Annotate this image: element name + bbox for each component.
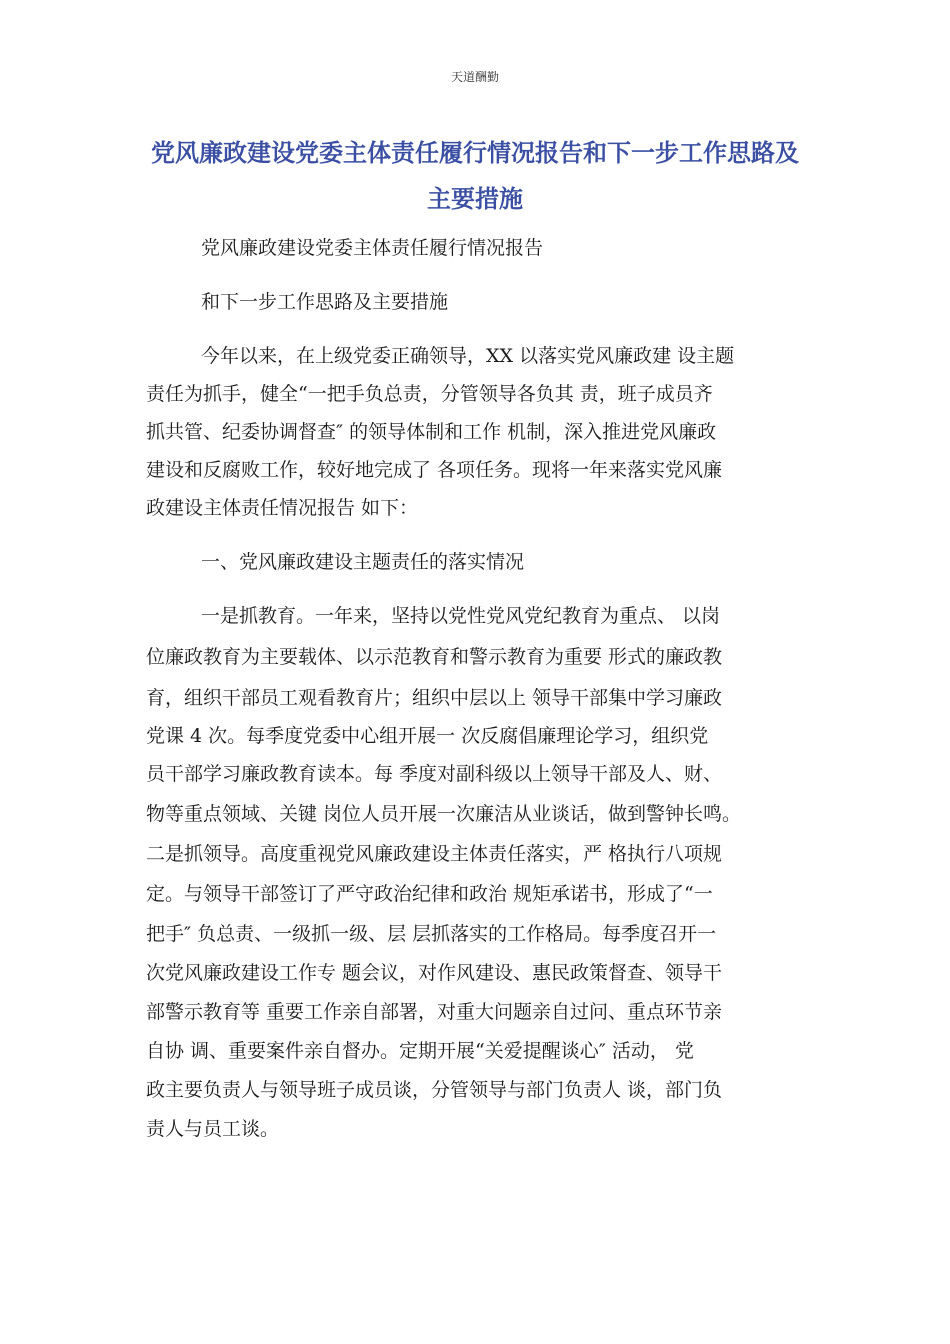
body-line: 位廉政教育为主要载体、以示范教育和警示教育为重要 形式的廉政教: [146, 646, 723, 668]
subtitle-line-2: 和下一步工作思路及主要措施: [201, 291, 449, 313]
body-line: 次党风廉政建设工作专 题会议，对作风建设、惠民政策督查、领导干: [146, 962, 723, 984]
intro-line: 责任为抓手，健全“一把手负总责，分管领导各负其 责，班子成员齐: [146, 383, 713, 405]
intro-line: 政建设主体责任情况报告 如下：: [146, 497, 419, 519]
section-heading: 一、党风廉政建设主题责任的落实情况: [201, 551, 525, 573]
page-header: 天道酬勤: [450, 70, 499, 84]
subtitle-line-1: 党风廉政建设党委主体责任履行情况报告: [201, 237, 544, 259]
body-line: 育，组织干部员工观看教育片；组织中层以上 领导干部集中学习廉政: [146, 687, 723, 709]
body-line: 党课 4 次。每季度党委中心组开展一 次反腐倡廉理论学习，组织党: [146, 725, 709, 747]
document-title-line-1: 党风廉政建设党委主体责任履行情况报告和下一步工作思路及: [151, 139, 799, 167]
body-line: 一是抓教育。一年来，坚持以党性党风党纪教育为重点、 以岗: [201, 605, 721, 627]
intro-line: 今年以来，在上级党委正确领导，XX 以落实党风廉政建 设主题: [201, 345, 735, 367]
document-title-line-2: 主要措施: [427, 185, 523, 213]
intro-line: 建设和反腐败工作，较好地完成了 各项任务。现将一年来落实党风廉: [146, 459, 723, 481]
body-line: 自协 调、重要案件亲自督办。定期开展“关爱提醒谈心″ 活动， 党: [146, 1040, 694, 1062]
body-line: 物等重点领域、关键 岗位人员开展一次廉洁从业谈话，做到警钟长鸣。: [146, 803, 742, 825]
body-line: 部警示教育等 重要工作亲自部署，对重大问题亲自过问、重点环节亲: [146, 1001, 723, 1023]
body-line: 员干部学习廉政教育读本。每 季度对副科级以上领导干部及人、财、: [146, 763, 723, 785]
body-line: 政主要负责人与领导班子成员谈，分管领导与部门负责人 谈，部门负: [146, 1079, 723, 1101]
body-line: 定。与领导干部签订了严守政治纪律和政治 规矩承诺书，形成了“一: [146, 883, 713, 905]
body-line: 责人与员工谈。: [146, 1118, 280, 1140]
intro-line: 抓共管、纪委协调督查″ 的领导体制和工作 机制，深入推进党风廉政: [146, 421, 717, 443]
body-line: 二是抓领导。高度重视党风廉政建设主体责任落实，严 格执行八项规: [146, 843, 723, 865]
body-line: 把手″ 负总责、一级抓一级、层 层抓落实的工作格局。每季度召开一: [146, 923, 717, 945]
